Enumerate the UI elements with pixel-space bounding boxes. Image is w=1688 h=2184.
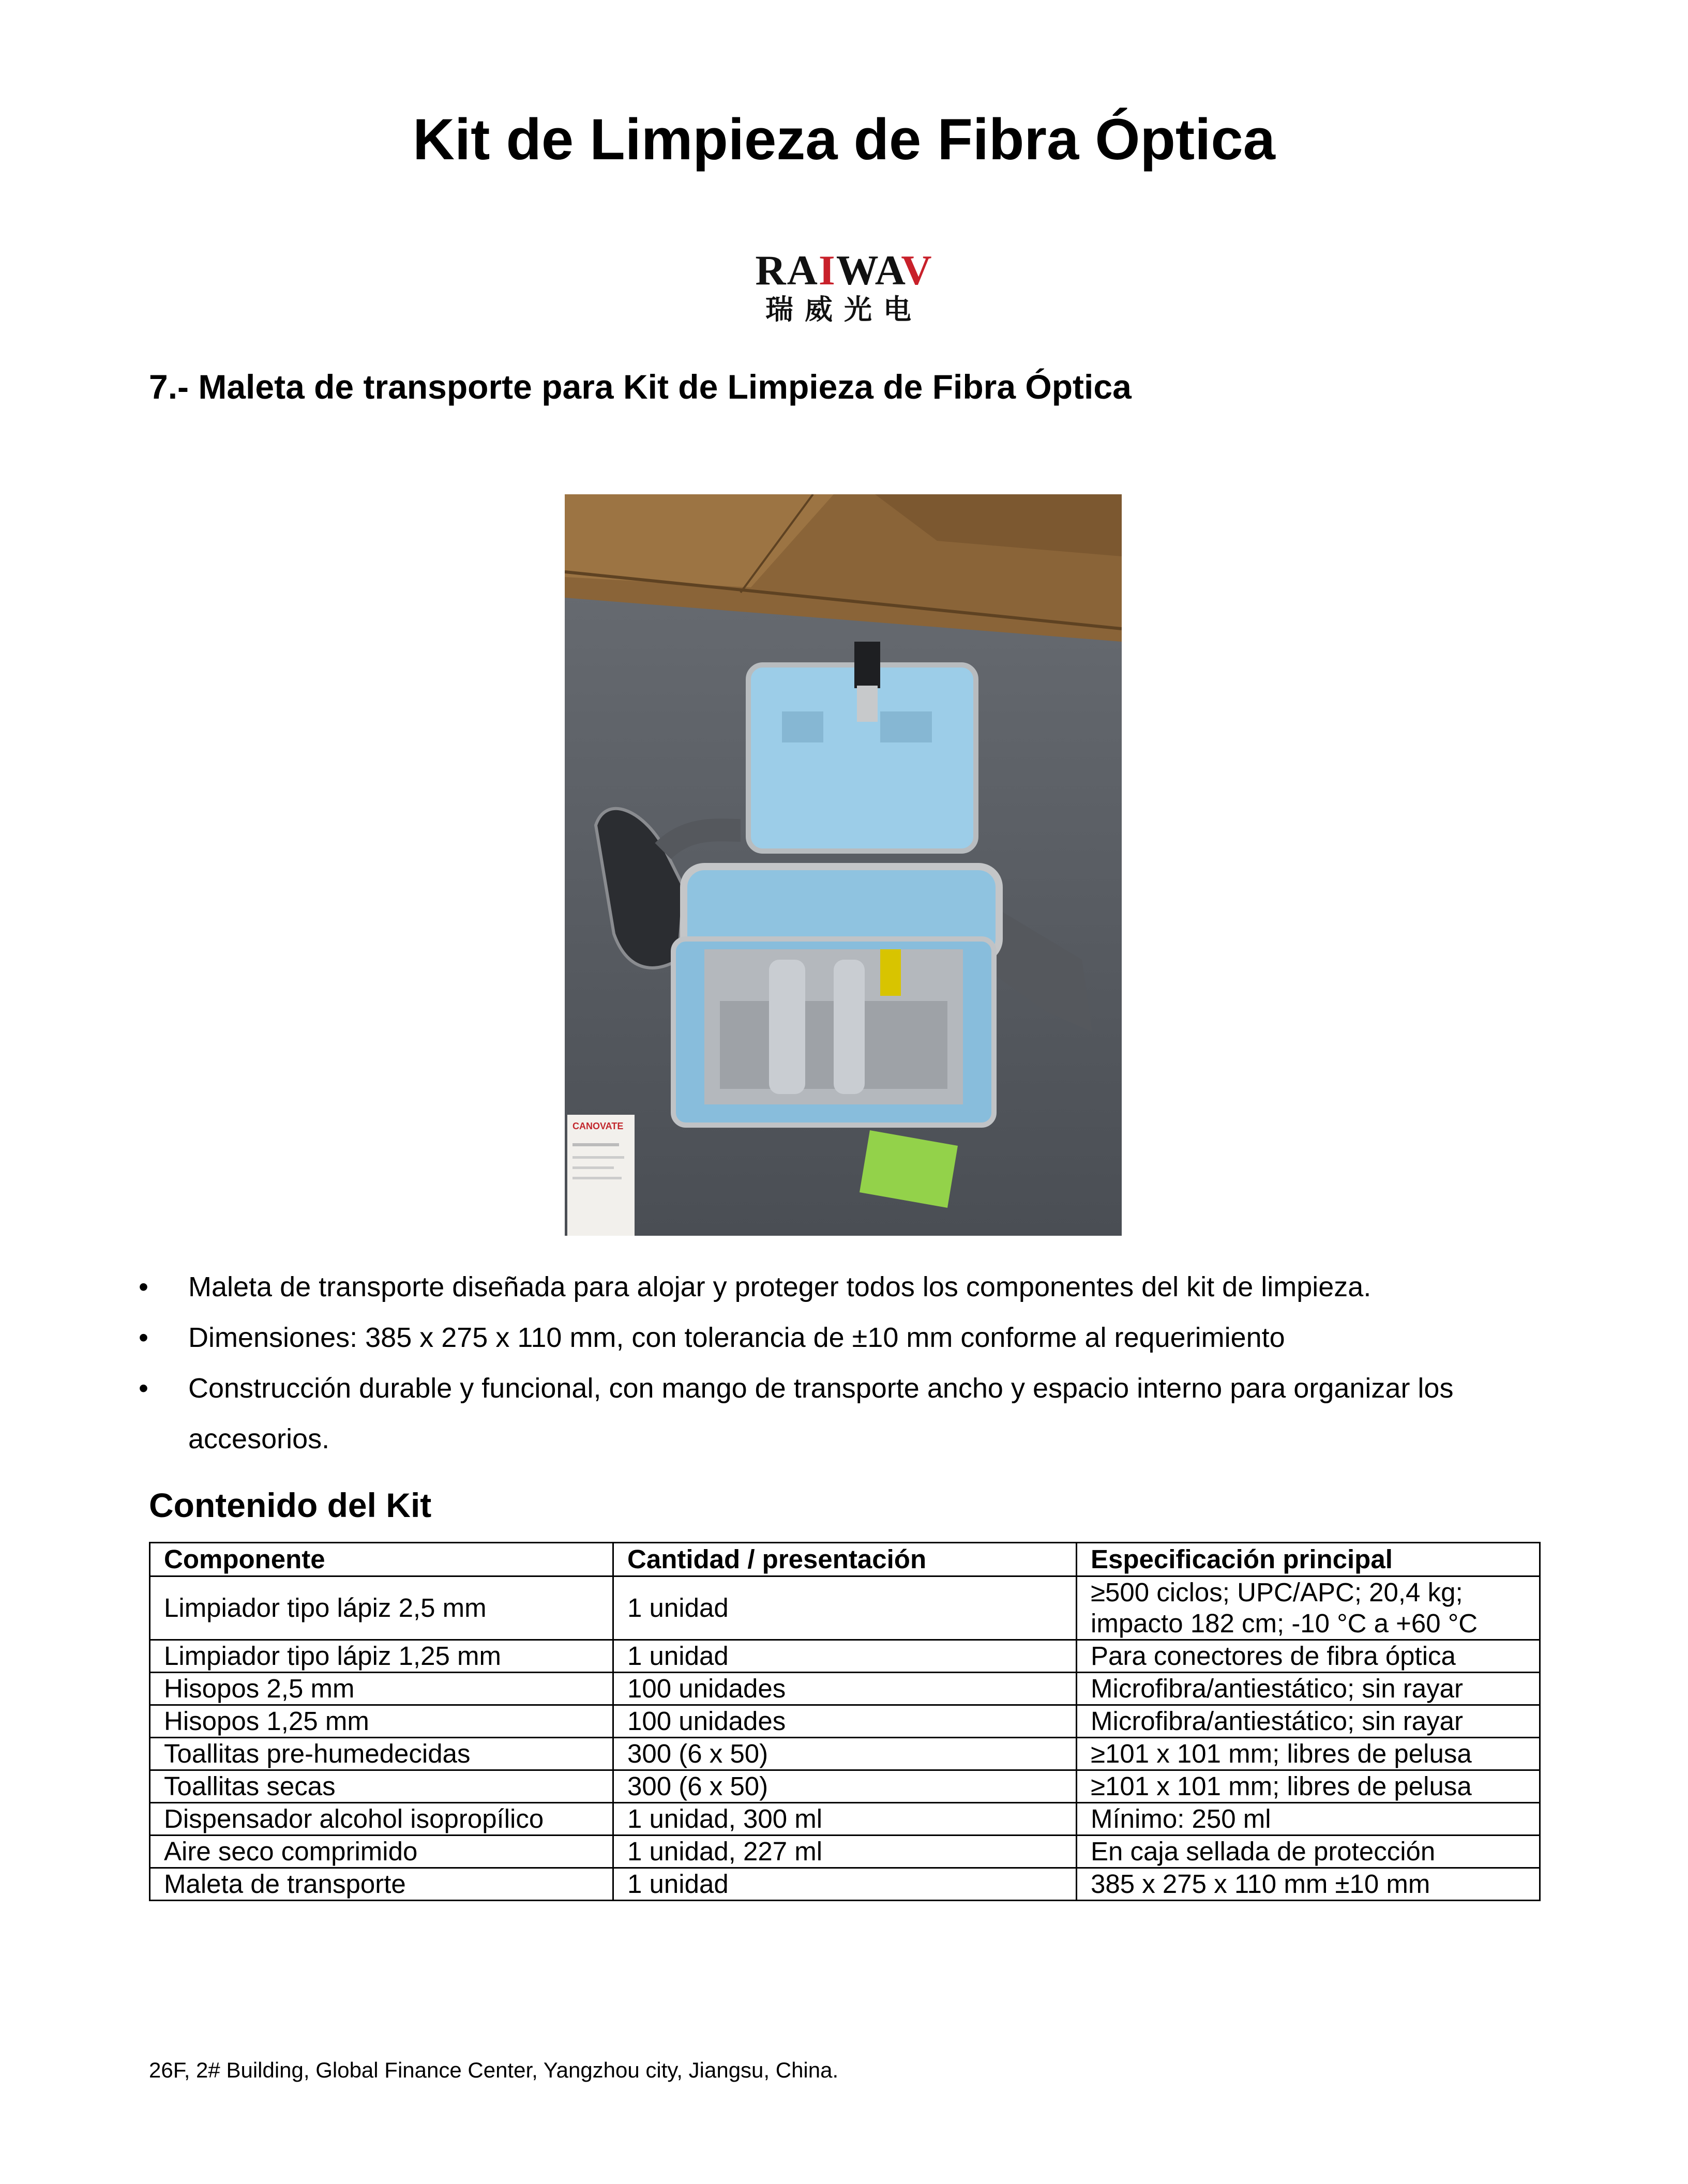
table-cell: ≥101 x 101 mm; libres de pelusa <box>1077 1738 1540 1770</box>
list-item: • Maleta de transporte diseñada para alojar y proteger todos los componentes del kit de limpieza. <box>130 1262 1558 1312</box>
table-row <box>150 1640 1540 1673</box>
raiwav-logo <box>749 247 939 330</box>
table-cell: ≥101 x 101 mm; libres de pelusa <box>1077 1770 1540 1803</box>
table-row <box>150 1836 1540 1868</box>
table-row <box>150 1803 1540 1836</box>
table-cell: Para conectores de fibra óptica <box>1077 1640 1540 1673</box>
table-cell: Hisopos 2,5 mm <box>150 1673 613 1705</box>
footer-address: 26F, 2# Building, Global Finance Center, Yangzhou city, Jiangsu, China. <box>149 2058 839 2082</box>
table-cell: Hisopos 1,25 mm <box>150 1705 613 1738</box>
table-cell: Mínimo: 250 ml <box>1077 1803 1540 1836</box>
bullet-icon: • <box>139 1322 148 1353</box>
table-cell: 1 unidad <box>613 1868 1077 1901</box>
table-cell: Microfibra/antiestático; sin rayar <box>1077 1705 1540 1738</box>
table-cell: 1 unidad, 227 ml <box>613 1836 1077 1868</box>
list-item: • Construcción durable y funcional, con mango de transporte ancho y espacio interno para organizar los accesorios. <box>130 1363 1558 1464</box>
table-cell: En caja sellada de protección <box>1077 1836 1540 1868</box>
table-cell: Maleta de transporte <box>150 1868 613 1901</box>
document-title: Kit de Limpieza de Fibra Óptica <box>413 107 1275 172</box>
table-cell: 300 (6 x 50) <box>613 1738 1077 1770</box>
table-cell: 1 unidad, 300 ml <box>613 1803 1077 1836</box>
table-cell: 1 unidad <box>613 1576 1077 1640</box>
table-cell: Limpiador tipo lápiz 1,25 mm <box>150 1640 613 1673</box>
column-header: Especificación principal <box>1077 1543 1540 1576</box>
table-cell: Microfibra/antiestático; sin rayar <box>1077 1673 1540 1705</box>
table-cell: 100 unidades <box>613 1673 1077 1705</box>
table-cell: ≥500 ciclos; UPC/APC; 20,4 kg; impacto 182 cm; -10 °C a +60 °C <box>1077 1576 1540 1640</box>
table-cell: 1 unidad <box>613 1640 1077 1673</box>
table-cell: Toallitas secas <box>150 1770 613 1803</box>
table-cell: Toallitas pre-humedecidas <box>150 1738 613 1770</box>
kit-contents-table <box>149 1542 1541 1901</box>
table-row <box>150 1673 1540 1705</box>
table-cell: Aire seco comprimido <box>150 1836 613 1868</box>
table-cell: 300 (6 x 50) <box>613 1770 1077 1803</box>
logo-cjk-text: 瑞威光电 <box>765 293 923 326</box>
table-row <box>150 1770 1540 1803</box>
kit-contents-heading: Contenido del Kit <box>149 1486 432 1524</box>
bullet-icon: • <box>139 1373 148 1404</box>
table-cell: Dispensador alcohol isopropílico <box>150 1803 613 1836</box>
section-heading: 7.- Maleta de transporte para Kit de Limpieza de Fibra Óptica <box>149 368 1132 406</box>
table-cell: 385 x 275 x 110 mm ±10 mm <box>1077 1868 1540 1901</box>
table-row <box>150 1576 1540 1640</box>
feature-list <box>130 1262 1558 1464</box>
card-brand-text: CANOVATE <box>572 1121 624 1131</box>
table-row <box>150 1705 1540 1738</box>
table-cell: 100 unidades <box>613 1705 1077 1738</box>
logo-wordmark: RAIWAV <box>755 247 933 294</box>
table-header-row <box>150 1543 1540 1576</box>
carrying-case-photo <box>565 494 1122 1236</box>
column-header: Componente <box>150 1543 613 1576</box>
table-cell: Limpiador tipo lápiz 2,5 mm <box>150 1576 613 1640</box>
bullet-icon: • <box>139 1271 148 1302</box>
table-row <box>150 1738 1540 1770</box>
list-item: • Dimensiones: 385 x 275 x 110 mm, con tolerancia de ±10 mm conforme al requerimiento <box>130 1312 1558 1363</box>
column-header: Cantidad / presentación <box>613 1543 1077 1576</box>
table-row <box>150 1868 1540 1901</box>
